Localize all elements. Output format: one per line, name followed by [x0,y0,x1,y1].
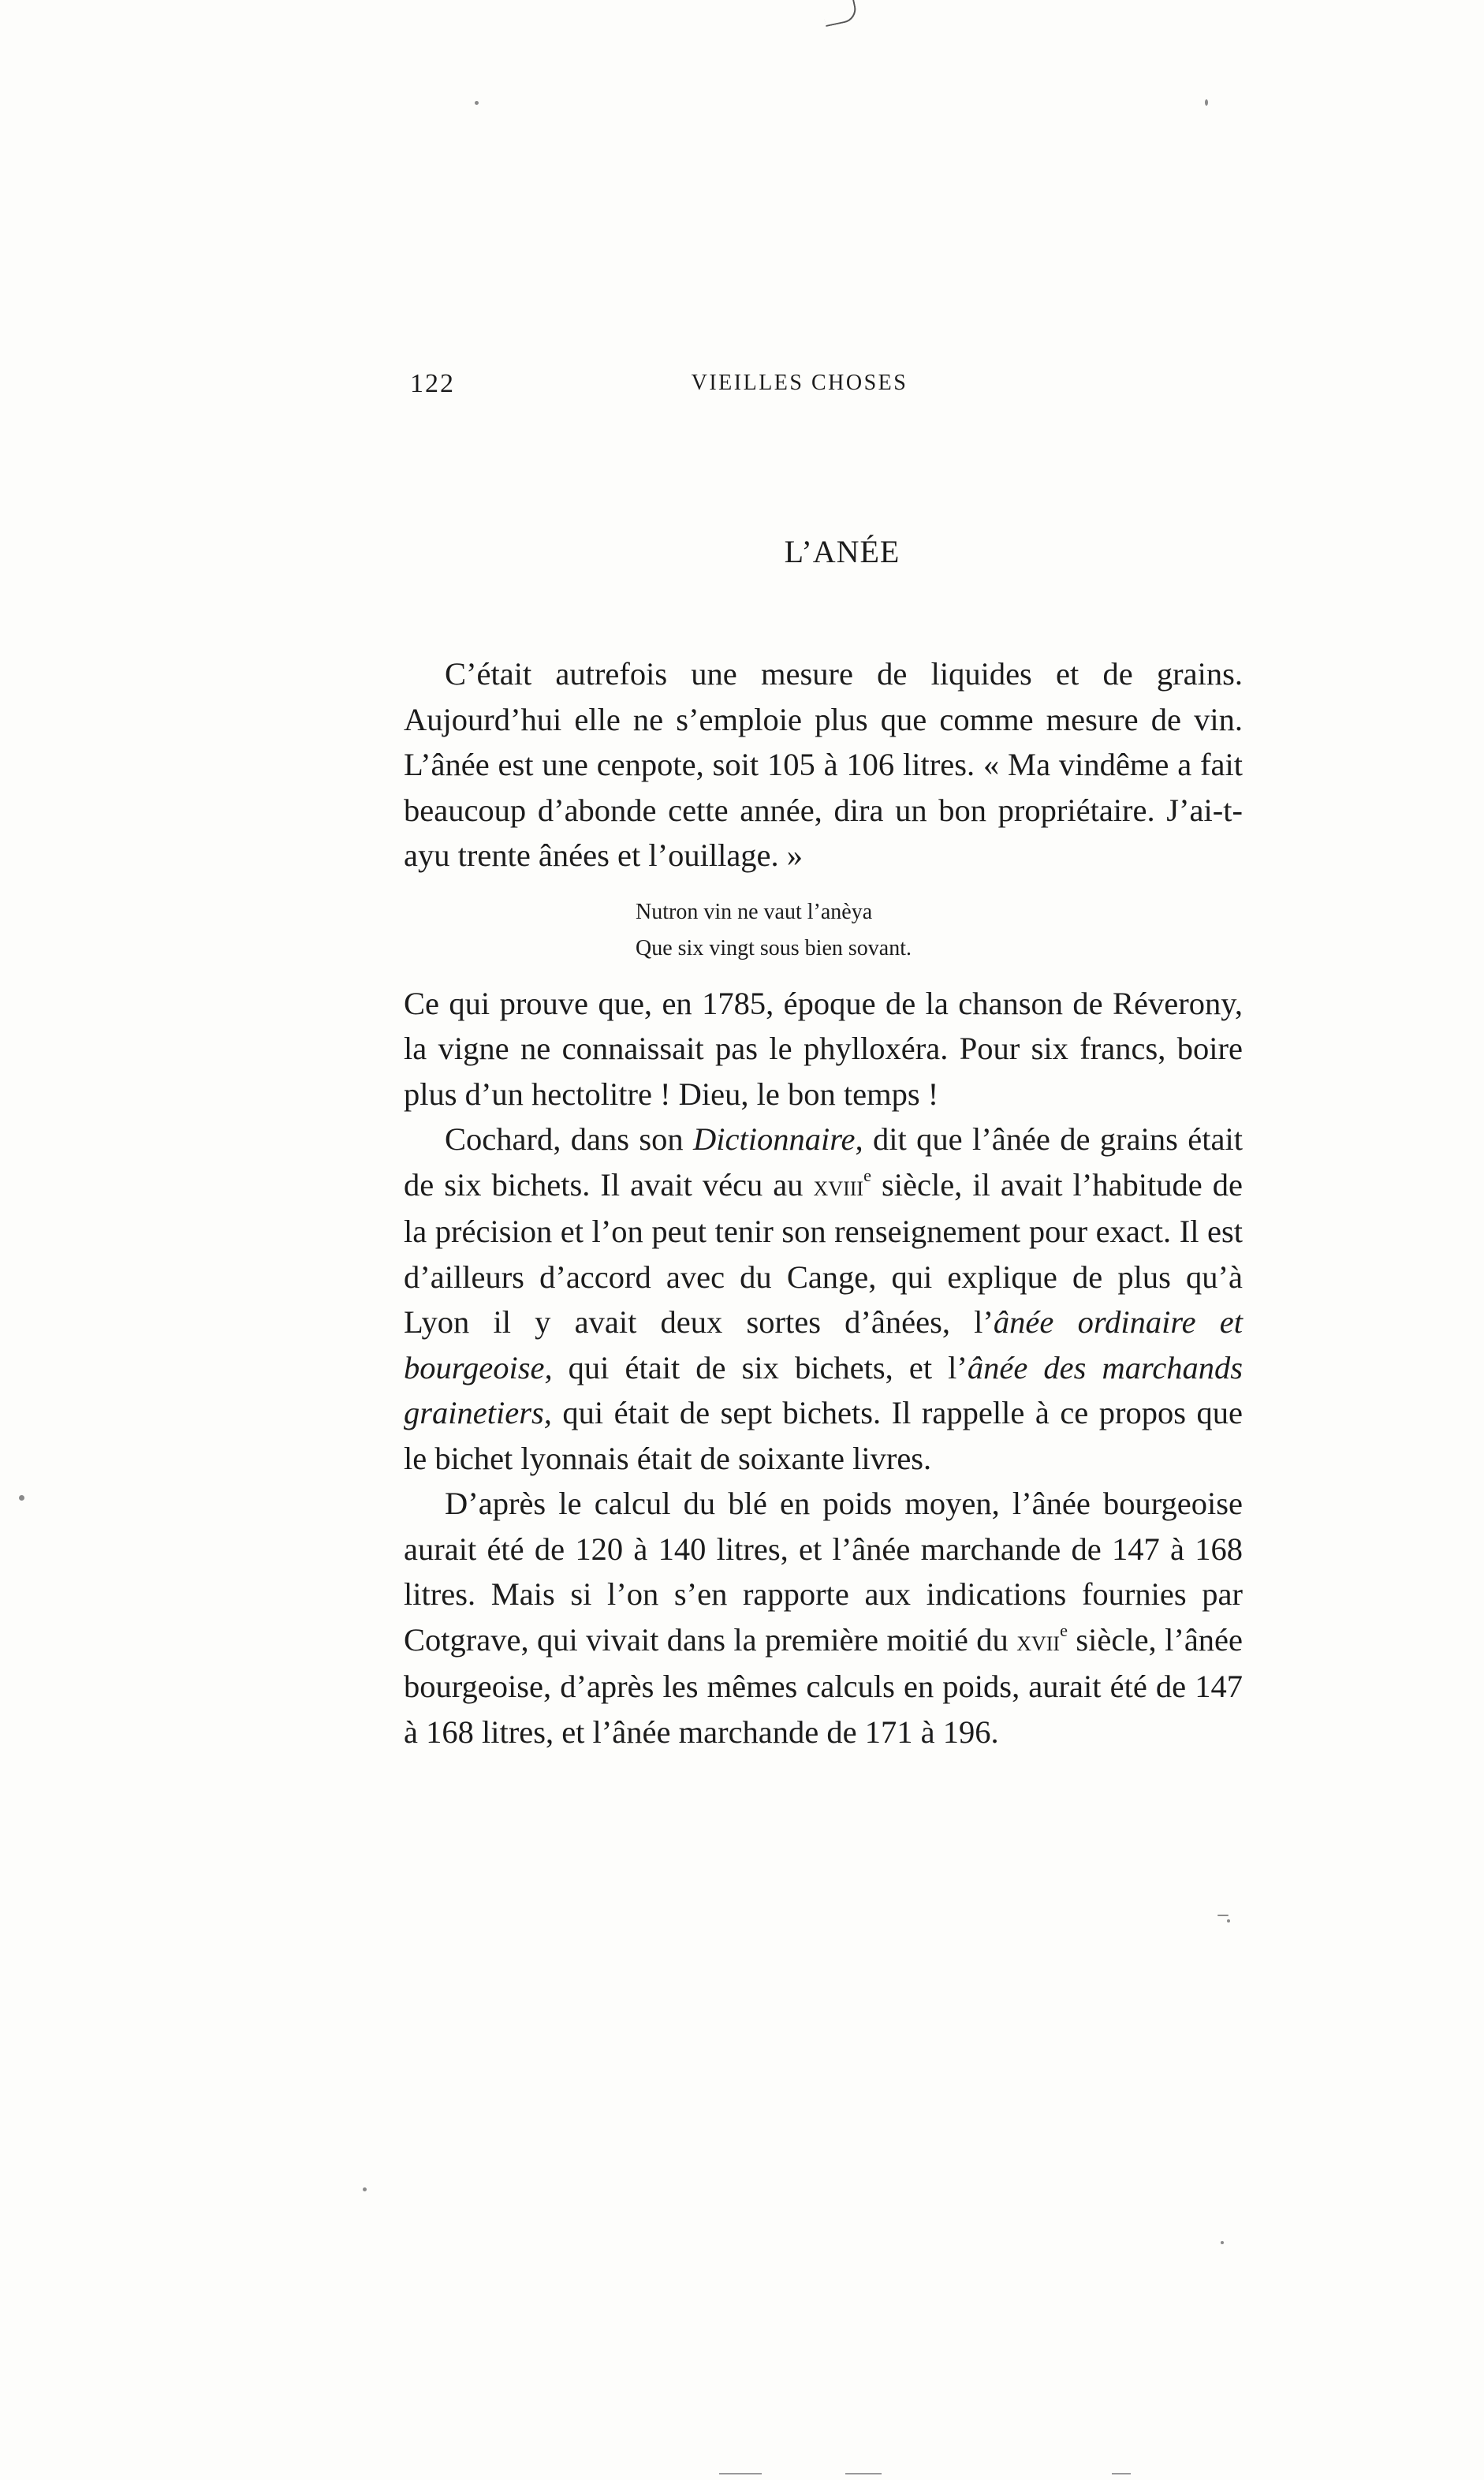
scan-rule [1112,2473,1131,2474]
text-run: siècle, il avait l’habitude de la précision et l’on peut tenir son renseignement pour exact. Il est d’ailleurs d’accord avec du Cange, qui explique de plus qu’à Lyon il y avait deux sortes d’ânées, l’ [404,1166,1243,1340]
superscript: e [1060,1620,1068,1640]
superscript: e [863,1165,871,1185]
body-text [404,651,1243,1755]
paragraph: Ce qui prouve que, en 1785, époque de la chanson de Réverony, la vigne ne connaissait pas le phylloxéra. Pour six francs, boire plus d’un hectolitre ! Dieu, le bon temps ! [404,985,1243,1112]
italic-term: ânée des marchands grainetiers, [404,1349,1243,1430]
scan-speck [475,101,479,105]
paragraph: C’était autrefois une mesure de liquides et de grains. Aujourd’hui elle ne s’emploie plus que comme mesure de vin. L’ânée est une cenpote, soit 105 à 106 litres. « Ma vindême a fait beaucoup d’abonde cette année, dira un bon propriétaire. J’ai-t-ayu trente ânées et l’ouillage. » [404,656,1243,873]
scan-rule [845,2473,882,2474]
century-numeral: xvii [1016,1624,1061,1657]
running-title: VIEILLES CHOSES [691,371,908,395]
book-page [404,347,1243,2397]
text-run: Cochard, dans son [445,1121,693,1157]
running-head [404,369,1243,416]
chapter-title: L’ANÉE [784,534,900,569]
page-number: 122 [410,369,455,398]
paragraph [404,1481,1243,1755]
italic-term: ânée ordinaire et bourgeoise, [404,1304,1243,1385]
text-run: D’après le calcul du blé en poids moyen, l’ânée bourgeoise aurait été de 120 à 140 litres, et l’ânée marchande de 147 à 168 litres. Mais si l’on s’en rapporte aux indications fournies par Cotgrave, qui vivait dans la première moitié du [404,1486,1243,1658]
scan-speck [1205,99,1208,106]
text-run: siècle, l’ânée bourgeoise, d’après les mêmes calculs en poids, aurait été de 147 à 168 litres, et l’ânée marchande de 171 à 196. [404,1621,1244,1750]
century-numeral: xviii [813,1169,864,1202]
scan-speck [363,2187,367,2191]
text-run: qui était de six bichets, et l’ [552,1349,968,1385]
scan-rule [719,2473,762,2474]
italic-title: Dictionnaire, [693,1121,863,1157]
scan-mark [821,0,858,27]
text-run: qui était de sept bichets. Il rappelle à ce propos que le bichet lyonnais était de soixante livres. [404,1395,1243,1476]
text-run: dit que l’ânée de grains était de six bichets. Il avait vécu au [404,1121,1243,1203]
verse-quotation [404,894,1243,967]
verse-line: Que six vingt sous bien sovant. [636,935,912,960]
verse-line: Nutron vin ne vaut l’anèya [636,899,873,924]
paragraph [404,1117,1243,1481]
scan-speck [19,1495,24,1501]
